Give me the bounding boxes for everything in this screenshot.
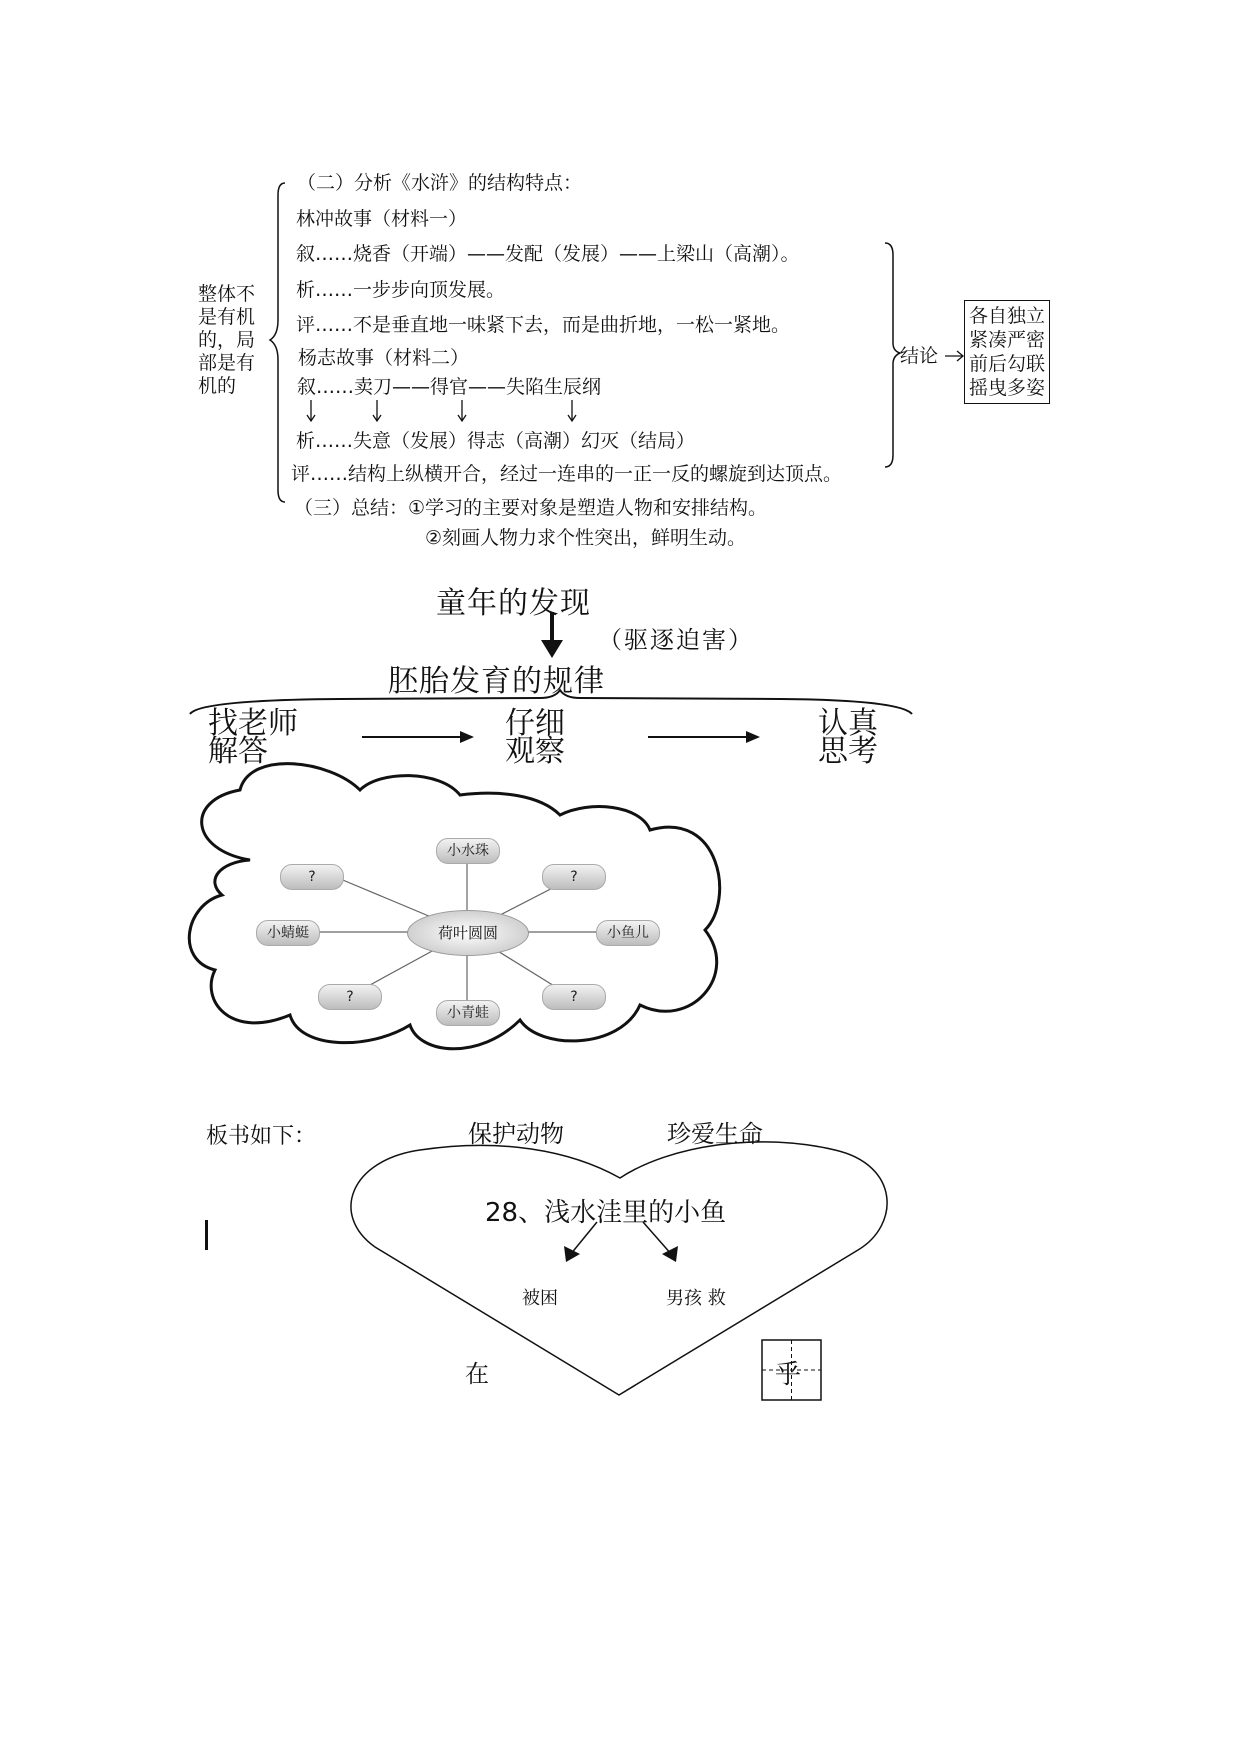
slogan-cherish-life: 珍爱生命 <box>667 1120 763 1148</box>
branch-boy-saves: 男孩 救 <box>666 1288 726 1309</box>
node-frog: 小青蛙 <box>436 1000 500 1026</box>
left-note: 整体不是有机的，局部是有机的 <box>198 283 256 397</box>
s1-line: 评……结构上纵横开合，经过一连串的一正一反的螺旋到达顶点。 <box>291 463 843 485</box>
s1-summary: （三）总结：①学习的主要对象是塑造人物和安排结构。 <box>294 497 768 519</box>
conclusion-item: 紧凑严密 <box>969 329 1046 351</box>
conclusion-item: 各自独立 <box>969 305 1046 327</box>
s1-line: 析……失意（发展）得志（高潮）幻灭（结局） <box>296 430 696 452</box>
center-node: 荷叶圆圆 <box>407 910 529 956</box>
node-unknown: ? <box>280 864 344 890</box>
step-think: 认真 思考 <box>818 706 878 769</box>
s1-line: 林冲故事（材料一） <box>296 208 468 230</box>
bottom-char: 在 <box>465 1360 489 1388</box>
s1-heading: （二）分析《水浒》的结构特点： <box>297 172 583 194</box>
s1-line: 叙……烧香（开端）——发配（发展）——上梁山（高潮）。 <box>296 243 800 265</box>
s1-line: 杨志故事（材料二） <box>298 347 470 369</box>
step-ask-teacher: 找老师 解答 <box>208 706 298 769</box>
discovery-middle: 胚胎发育的规律 <box>388 664 605 699</box>
node-dragonfly: 小蜻蜓 <box>256 920 320 946</box>
step-observe: 仔细 观察 <box>505 706 565 769</box>
boxed-char: 乎 <box>775 1360 802 1390</box>
node-unknown: ? <box>318 984 382 1010</box>
discovery-title: 童年的发现 <box>436 586 591 621</box>
conclusion-item: 摇曳多姿 <box>969 377 1046 399</box>
s1-line: 评……不是垂直地一味紧下去，而是曲折地，一松一紧地。 <box>296 314 791 336</box>
node-water-drop: 小水珠 <box>436 838 500 864</box>
node-unknown: ? <box>542 864 606 890</box>
node-unknown: ? <box>542 984 606 1010</box>
s1-line: 叙……卖刀——得官——失陷生辰纲 <box>297 376 602 398</box>
conclusion-label: 结论 <box>900 345 939 367</box>
conclusion-item: 前后勾联 <box>969 353 1046 375</box>
board-intro: 板书如下： <box>206 1124 317 1149</box>
discovery-side-note: （驱逐迫害） <box>598 626 754 654</box>
branch-trapped: 被困 <box>522 1288 558 1309</box>
s1-summary: ②刻画人物力求个性突出，鲜明生动。 <box>425 527 747 549</box>
slogan-protect-animals: 保护动物 <box>468 1120 564 1148</box>
node-little-fish: 小鱼儿 <box>596 920 660 946</box>
s1-line: 析……一步步向顶发展。 <box>296 279 506 301</box>
lesson-title: 28、浅水洼里的小鱼 <box>485 1198 727 1228</box>
